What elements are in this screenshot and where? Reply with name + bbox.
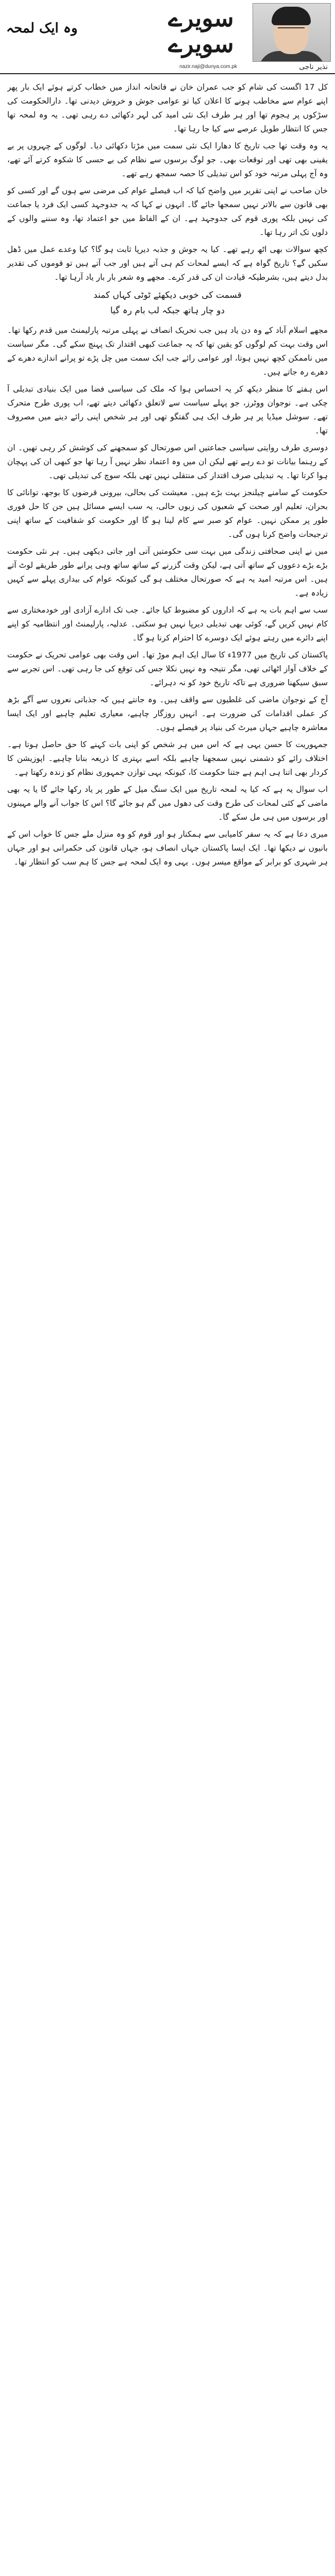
- article-paragraph: دوسری طرف روایتی سیاسی جماعتیں اس صورتحال کو سمجھنے کی کوشش کر رہی تھیں۔ ان کے رہنما بیانات تو دے رہے تھے لیکن ان میں وہ اعتماد نظر نہیں آ رہا تھا جو کبھی ان کی پہچان ہوا کرتا تھا۔ یہ تبدیلی صرف اقتدار کی منتقلی نہیں تھی بلکہ سوچ کی تبدیلی تھی۔: [7, 443, 328, 480]
- article-paragraph: اب سوال یہ ہے کہ کیا یہ لمحہ تاریخ میں ایک سنگ میل کے طور پر یاد رکھا جائے گا یا یہ بھی ماضی کے کئی لمحات کی طرح وقت کی دھول میں گم ہو جائے گا؟ اس کا جواب آنے والے مہینوں اور برسوں میں ہی مل سکے گا۔: [7, 785, 328, 822]
- verse-line-2: دو چار ہاتھ جبکہ لب بام رہ گیا: [110, 306, 225, 316]
- column-header: [0, 0, 335, 74]
- author-photo: [253, 3, 331, 62]
- article-paragraph: اس ہفتے کا منظر دیکھ کر یہ احساس ہوا کہ ملک کی سیاسی فضا میں ایک بنیادی تبدیلی آ چکی ہے۔ نوجوان ووٹرز، جو پہلے سیاست سے لاتعلق دکھائی دیتے تھے، اب پوری طرح متحرک تھے۔ سوشل میڈیا پر ہر طرف ایک ہی گفتگو تھی اور ہر شخص اپنی رائے دینے میں مصروف تھا۔: [7, 384, 328, 435]
- author-photo-hair: [272, 7, 311, 25]
- article-paragraph: میری دعا ہے کہ یہ سفر کامیابی سے ہمکنار ہو اور قوم کو وہ منزل ملے جس کا خواب اس کے بانیوں نے دیکھا تھا۔ ایک ایسا پاکستان جہاں انصاف ہو، جہاں قانون کی حکمرانی ہو اور جہاں ہر شہری کو برابر کے مواقع میسر ہوں۔ یہی وہ ایک لمحہ ہے جس کا ہم سب کو انتظار تھا۔: [7, 829, 328, 867]
- article-paragraph: سب سے اہم بات یہ ہے کہ اداروں کو مضبوط کیا جائے۔ جب تک ادارے آزادی اور خودمختاری سے کام نہیں کریں گے، کوئی بھی تبدیلی دیرپا نہیں ہو سکتی۔ عدلیہ، پارلیمنٹ اور انتظامیہ کو اپنے اپنے دائرے میں رہتے ہوئے ایک دوسرے کا احترام کرنا ہو گا۔: [7, 605, 328, 642]
- masthead-line-1: سویرے: [168, 4, 234, 32]
- article-body: [7, 80, 328, 2572]
- column-title: وہ ایک لمحہ: [6, 21, 78, 36]
- article-paragraph: کل 17 اگست کی شام کو جب عمران خان نے فاتحانہ انداز میں خطاب کرتے ہوئے ایک بار پھر اپنے عوام سے مخاطب ہونے کا اعلان کیا تو عوامی جوش و خروش دیدنی تھا۔ دارالحکومت کی سڑکوں پر ہجوم تھا اور ہر طرف ایک نئی امید کی لہر دکھائی دے رہی تھی۔ یہ وہ لمحہ تھا جس کا انتظار طویل عرصے سے کیا جا رہا تھا۔: [7, 82, 328, 133]
- article-paragraph: میں نے اپنی صحافتی زندگی میں بہت سی حکومتیں آتی اور جاتی دیکھی ہیں۔ ہر نئی حکومت بڑے بڑے دعووں کے ساتھ آتی ہے، لیکن وقت گزرنے کے ساتھ ساتھ وہی پرانے طور طریقے لوٹ آتے ہیں۔ اس مرتبہ امید یہ ہے کہ صورتحال مختلف ہو گی کیونکہ عوام کی بیداری پہلے سے کہیں زیادہ ہے۔: [7, 547, 328, 598]
- masthead-logo: [155, 5, 247, 62]
- article-paragraph: پاکستان کی تاریخ میں 1977ء کا سال ایک اہم موڑ تھا۔ اس وقت بھی عوامی تحریک نے حکومت کے خلاف آواز اٹھائی تھی، مگر نتیجہ وہ نہیں نکلا جس کی توقع کی جا رہی تھی۔ اس تجربے سے سبق سیکھنا ضروری ہے تاکہ تاریخ خود کو نہ دہرائے۔: [7, 650, 328, 687]
- article-paragraph: مجھے اسلام آباد کے وہ دن یاد ہیں جب تحریک انصاف نے پہلی مرتبہ پارلیمنٹ میں قدم رکھا تھا۔ اس وقت بہت کم لوگوں کو یقین تھا کہ یہ جماعت کبھی اقتدار تک پہنچ سکے گی۔ مگر سیاست میں ناممکن کچھ نہیں ہوتا، اور عوامی رائے جب ایک سمت میں چل پڑے تو پرانے اندازے دھرے کے دھرے رہ جاتے ہیں۔: [7, 326, 328, 377]
- article-paragraph: کچھ سوالات بھی اٹھ رہے تھے۔ کیا یہ جوش و جذبہ دیرپا ثابت ہو گا؟ کیا وعدے عمل میں ڈھل سکیں گے؟ تاریخ گواہ ہے کہ ایسے لمحات کم ہی آتے ہیں اور جب آتے ہیں تو قوموں کی تقدیر بدل دیتے ہیں، بشرطیکہ قیادت ان کی قدر کرے۔ مجھے وہ شعر بار بار یاد آرہا تھا۔: [7, 245, 328, 282]
- article-paragraph: آج کے نوجوان ماضی کی غلطیوں سے واقف ہیں۔ وہ جانتے ہیں کہ جذباتی نعروں سے آگے بڑھ کر عملی اقدامات کی ضرورت ہے۔ انہیں روزگار چاہیے، معیاری تعلیم چاہیے اور ایک ایسا معاشرہ چاہیے جہاں میرٹ کی بنیاد پر فیصلے ہوں۔: [7, 695, 328, 732]
- verse-block: [7, 287, 328, 318]
- masthead-line-2: سویرے: [168, 30, 234, 58]
- article-paragraph: حکومت کے سامنے چیلنجز بہت بڑے ہیں۔ معیشت کی بحالی، بیرونی قرضوں کا بوجھ، توانائی کا بحران، تعلیم اور صحت کے شعبوں کی زبوں حالی، یہ سب ایسے مسائل ہیں جن کا حل فوری طور پر ممکن نہیں۔ عوام کو صبر سے کام لینا ہو گا اور حکومت کو شفافیت کے ساتھ اپنی ترجیحات واضح کرنا ہوں گی۔: [7, 488, 328, 539]
- author-photo-glasses: [278, 27, 305, 35]
- verse-line-1: قسمت کی خوبی دیکھئے ٹوٹی کہاں کمند: [93, 290, 242, 300]
- author-name: نذیر ناجی: [299, 63, 328, 71]
- article-paragraph: جمہوریت کا حسن یہی ہے کہ اس میں ہر شخص کو اپنی بات کہنے کا حق حاصل ہوتا ہے۔ اختلاف رائے کو دشمنی نہیں سمجھنا چاہیے بلکہ اسے بہتری کا ذریعہ بنانا چاہیے۔ اپوزیشن کا کردار بھی اتنا ہی اہم ہے جتنا حکومت کا، کیونکہ یہی توازن جمہوری نظام کو زندہ رکھتا ہے۔: [7, 740, 328, 777]
- article-paragraph: خان صاحب نے اپنی تقریر میں واضح کیا کہ اب فیصلے عوام کی مرضی سے ہوں گے اور کسی کو بھی قانون سے بالاتر نہیں سمجھا جائے گا۔ انہوں نے کہا کہ یہ جدوجہد کسی ایک فرد یا جماعت کی نہیں بلکہ پوری قوم کی جدوجہد ہے۔ ان کے الفاظ میں جو اعتماد تھا، وہ سننے والوں کے دلوں تک اتر رہا تھا۔: [7, 186, 328, 237]
- author-email[interactable]: nazir.naji@dunya.com.pk: [179, 64, 237, 70]
- article-paragraph: یہ وہ وقت تھا جب تاریخ کا دھارا ایک نئی سمت میں مڑتا دکھائی دیا۔ لوگوں کے چہروں پر بے یقینی بھی تھی اور توقعات بھی۔ جو لوگ برسوں سے نظام کی بے حسی کا شکوہ کرتے آئے تھے، وہ آج پہلی مرتبہ خود کو اس تبدیلی کا حصہ سمجھ رہے تھے۔: [7, 141, 328, 178]
